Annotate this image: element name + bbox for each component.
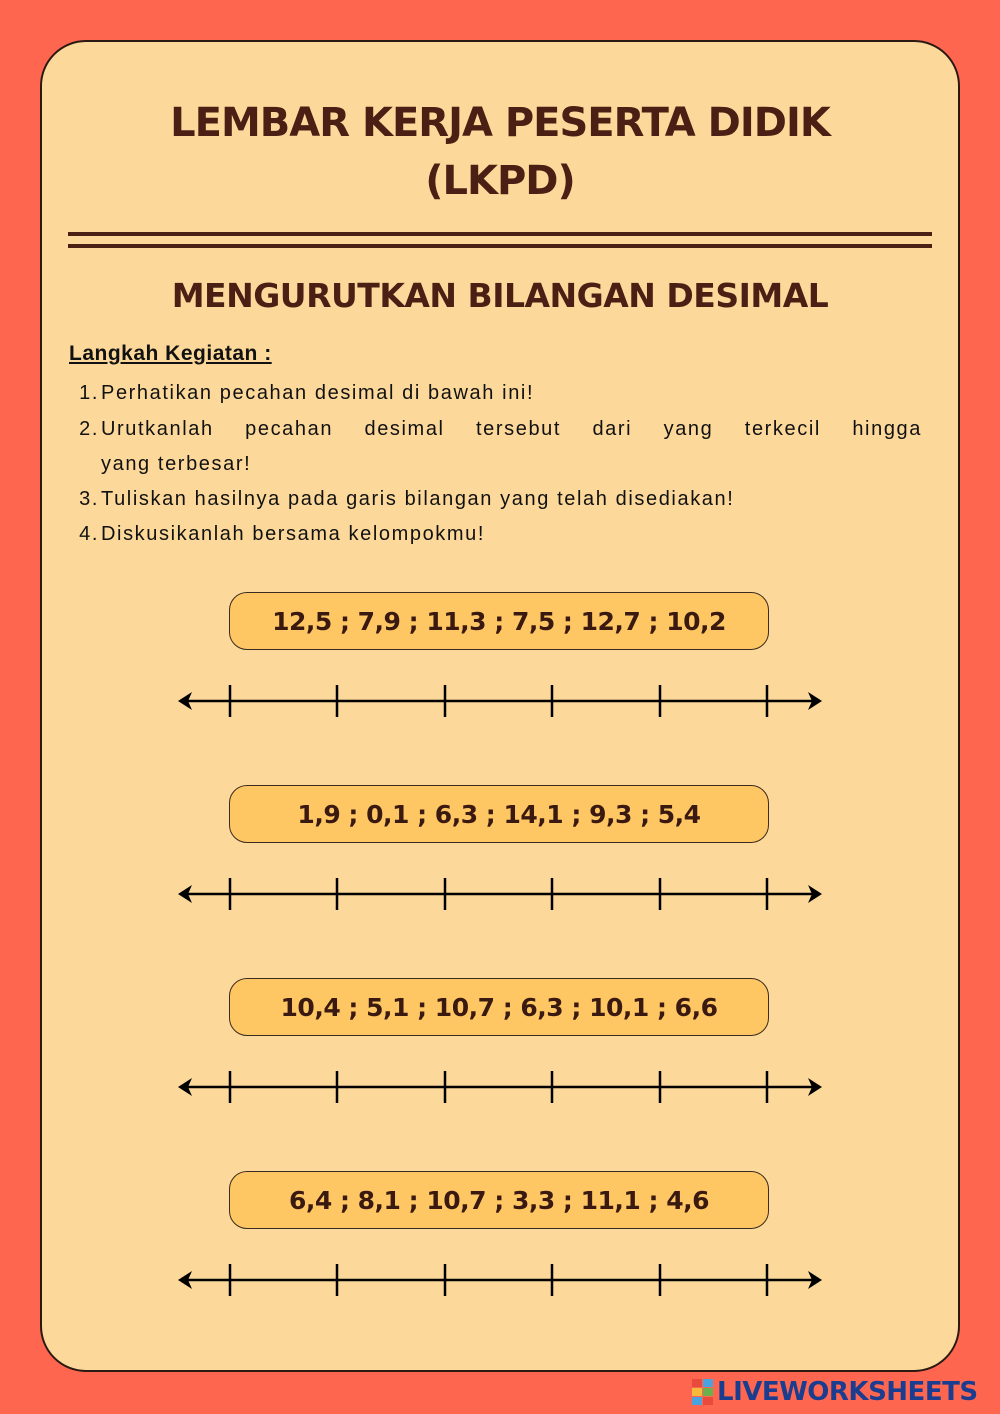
number-set-box: 1,9 ; 0,1 ; 6,3 ; 14,1 ; 9,3 ; 5,4 [229,785,769,843]
page-title: LEMBAR KERJA PESERTA DIDIK [170,100,830,146]
step-item [77,412,922,447]
step-item [77,482,922,517]
step-number: 1. [79,382,99,404]
number-line [170,1260,830,1300]
watermark [692,1377,978,1407]
step-item-continued [77,447,922,482]
liveworksheets-logo-icon [692,1379,714,1405]
step-text: Tuliskan hasilnya pada garis bilangan yang telah disediakan! [101,488,735,510]
step-item [77,376,922,411]
step-number: 2. [79,418,99,440]
step-text: Perhatikan pecahan desimal di bawah ini! [101,382,535,404]
step-text: yang terbesar! [101,453,252,475]
divider-line [68,244,932,248]
number-set-box: 6,4 ; 8,1 ; 10,7 ; 3,3 ; 11,1 ; 4,6 [229,1171,769,1229]
worksheet-subtitle: MENGURUTKAN BILANGAN DESIMAL [171,276,829,315]
number-line [170,681,830,721]
step-text: Urutkanlah pecahan desimal tersebut dari yang terkecil hingga [101,418,922,440]
number-line [170,874,830,914]
number-set-box: 10,4 ; 5,1 ; 10,7 ; 6,3 ; 10,1 ; 6,6 [229,978,769,1036]
step-number: 3. [79,488,99,510]
steps-heading: Langkah Kegiatan : [69,342,272,365]
watermark-text: LIVEWORKSHEETS [717,1377,978,1407]
step-text: Diskusikanlah bersama kelompokmu! [101,523,486,545]
page-title-abbrev: (LKPD) [425,158,575,204]
step-item [77,517,922,552]
divider-line [68,232,932,236]
step-number: 4. [79,523,99,545]
number-set-box: 12,5 ; 7,9 ; 11,3 ; 7,5 ; 12,7 ; 10,2 [229,592,769,650]
number-line [170,1067,830,1107]
